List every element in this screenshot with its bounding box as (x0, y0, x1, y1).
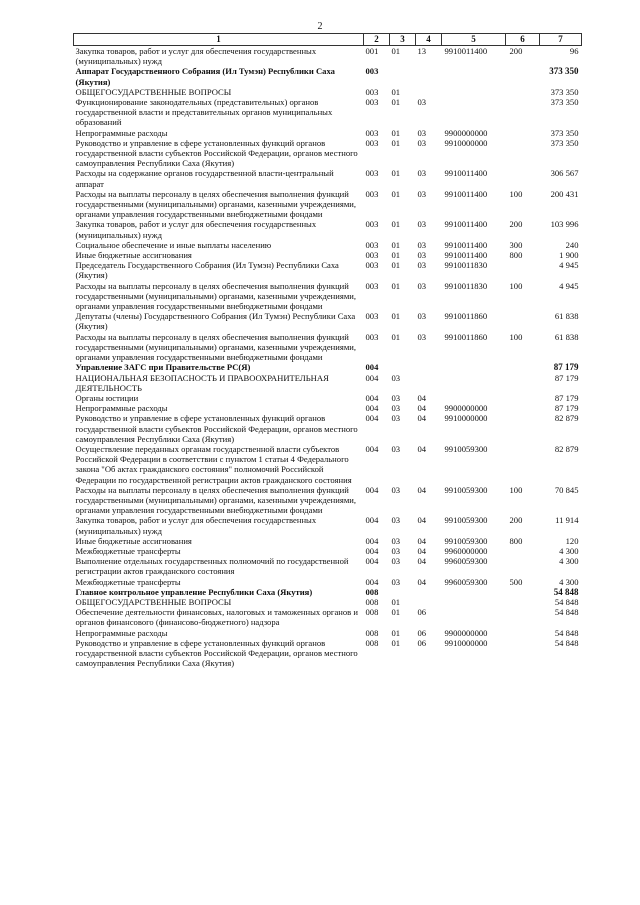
table-row (74, 556, 582, 576)
row-amount: 120 (565, 535, 579, 546)
row-section: 01 (391, 311, 401, 322)
row-target-article: 9900000000 (444, 403, 488, 414)
row-target-article: 9960059300 (444, 576, 488, 587)
header-col-1: 1 (74, 34, 364, 46)
table-row (74, 281, 582, 312)
row-subsection: 04 (417, 556, 427, 567)
table-row (74, 587, 582, 597)
row-amount: 54 848 (554, 637, 579, 648)
row-amount: 4 945 (559, 260, 579, 271)
row-target-article (442, 362, 506, 372)
row-name: Социальное обеспечение и иные выплаты населению (75, 239, 272, 250)
table-row (74, 332, 582, 363)
table-row (74, 311, 582, 331)
row-target-article: 9910059300 (444, 484, 488, 495)
row-chapter: 001 (365, 46, 379, 56)
row-amount: 87 179 (553, 362, 579, 373)
row-subsection: 04 (417, 413, 427, 424)
row-amount: 373 350 (550, 137, 579, 148)
row-expense-type (506, 138, 540, 169)
row-amount: 87 179 (554, 403, 579, 414)
row-subsection: 03 (417, 168, 427, 179)
budget-table (73, 33, 582, 668)
row-expense-type: 300 (509, 239, 523, 250)
table-row (74, 66, 582, 86)
row-expense-type: 100 (509, 280, 523, 291)
row-subsection (416, 87, 442, 97)
table-row (74, 128, 582, 138)
table-row (74, 362, 582, 372)
row-subsection: 04 (417, 392, 427, 403)
row-expense-type: 100 (509, 188, 523, 199)
row-amount: 54 848 (553, 586, 579, 597)
row-name: Депутаты (члены) Государственного Собрания (Ил Тумэн) Республики Саха (Якутия) (75, 311, 356, 332)
row-subsection: 03 (417, 311, 427, 322)
table-row (74, 413, 582, 444)
header-col-3: 3 (390, 34, 416, 46)
table-row (74, 138, 582, 169)
row-amount: 200 431 (550, 188, 579, 199)
row-target-article: 9910059300 (444, 443, 488, 454)
row-subsection: 04 (417, 515, 427, 526)
row-name: Закупка товаров, работ и услуг для обеспечения государственных (муниципальных) нужд (75, 46, 317, 67)
row-expense-type: 100 (509, 331, 523, 342)
row-section: 01 (391, 607, 401, 618)
row-target-article: 9910011400 (444, 239, 488, 250)
table-row (74, 607, 582, 627)
row-expense-type: 200 (509, 219, 523, 230)
row-subsection (416, 373, 442, 393)
row-subsection: 03 (417, 127, 427, 138)
row-chapter: 004 (365, 576, 379, 587)
row-section: 03 (391, 576, 401, 587)
row-chapter: 003 (365, 97, 379, 108)
row-target-article: 9910011400 (444, 168, 488, 179)
row-name: Расходы на выплаты персоналу в целях обеспечения выполнения функций государственными (муниципальными) органами, казенными учреждениями, органами управления государственными внебюджетными фондами (75, 331, 357, 363)
row-chapter: 004 (365, 556, 379, 567)
row-subsection: 13 (417, 46, 427, 56)
row-chapter: 004 (365, 392, 379, 403)
header-col-7: 7 (540, 34, 582, 46)
header-col-5: 5 (442, 34, 506, 46)
row-expense-type (506, 260, 540, 280)
row-name: Расходы на выплаты персоналу в целях обеспечения выполнения функций государственными (муниципальными) органами, казенными учреждениями, органами управления государственными внебюджетными фондами (75, 188, 357, 220)
row-name: Расходы на выплаты персоналу в целях обеспечения выполнения функций государственными (муниципальными) органами, казенными учреждениями, органами управления государственными внебюджетными фондами (75, 280, 357, 312)
row-chapter: 003 (365, 219, 379, 230)
row-subsection: 04 (417, 576, 427, 587)
row-amount: 373 350 (550, 97, 579, 108)
row-amount: 306 567 (550, 168, 579, 179)
row-subsection: 03 (417, 260, 427, 271)
table-header-row (74, 34, 582, 46)
row-subsection: 03 (417, 280, 427, 291)
row-target-article: 9900000000 (444, 127, 488, 138)
row-expense-type (506, 413, 540, 444)
row-chapter: 008 (365, 596, 379, 607)
row-target-article: 9910000000 (444, 137, 488, 148)
row-name: Управление ЗАГС при Правительстве РС(Я) (75, 362, 251, 373)
row-expense-type (506, 556, 540, 576)
row-subsection: 03 (417, 239, 427, 250)
table-row (74, 515, 582, 535)
row-section: 01 (391, 219, 401, 230)
row-expense-type (506, 607, 540, 627)
row-chapter: 004 (365, 403, 379, 414)
row-amount: 4 945 (559, 280, 579, 291)
row-target-article: 9910011830 (444, 280, 488, 291)
row-chapter: 003 (365, 127, 379, 138)
row-chapter: 003 (365, 66, 379, 77)
row-expense-type (506, 362, 540, 372)
row-chapter: 008 (365, 607, 379, 618)
row-target-article: 9910011400 (444, 188, 488, 199)
table-row (74, 219, 582, 239)
row-amount: 54 848 (554, 596, 579, 607)
row-name: Закупка товаров, работ и услуг для обеспечения государственных (муниципальных) нужд (75, 515, 317, 536)
row-section: 01 (391, 86, 401, 97)
row-amount: 373 350 (550, 86, 579, 97)
row-name: Межбюджетные трансферты (75, 576, 181, 587)
row-amount: 54 848 (554, 627, 579, 638)
row-section: 03 (391, 535, 401, 546)
row-name: ОБЩЕГОСУДАРСТВЕННЫЕ ВОПРОСЫ (75, 596, 232, 607)
row-chapter: 003 (365, 250, 379, 261)
row-chapter: 004 (365, 443, 379, 454)
header-col-6: 6 (506, 34, 540, 46)
row-expense-type (506, 66, 540, 86)
row-subsection: 04 (417, 484, 427, 495)
row-name: Руководство и управление в сфере установленных функций органов государственной власти субъектов Российской Федерации, органов местного самоуправления Республики Саха (Якутия) (75, 637, 358, 669)
row-section: 03 (391, 443, 401, 454)
row-chapter: 008 (365, 586, 379, 597)
row-subsection: 06 (417, 637, 427, 648)
row-section: 01 (391, 137, 401, 148)
row-chapter: 004 (365, 515, 379, 526)
table-row (74, 168, 582, 188)
row-target-article: 9960059300 (444, 556, 488, 567)
row-expense-type: 200 (509, 515, 523, 526)
row-target-article (442, 393, 506, 403)
row-chapter: 004 (365, 372, 379, 383)
row-section: 01 (391, 188, 401, 199)
row-expense-type (506, 597, 540, 607)
row-expense-type (506, 87, 540, 97)
row-target-article: 9910011830 (444, 260, 488, 271)
row-section: 01 (391, 596, 401, 607)
row-subsection (416, 362, 442, 372)
table-row (74, 97, 582, 128)
table-row (74, 260, 582, 280)
row-section: 03 (391, 484, 401, 495)
row-target-article (442, 97, 506, 128)
row-subsection: 03 (417, 137, 427, 148)
row-amount: 70 845 (554, 484, 579, 495)
row-name: Непрограммные расходы (75, 403, 168, 414)
row-expense-type (506, 311, 540, 331)
row-expense-type: 800 (509, 535, 523, 546)
row-expense-type: 800 (509, 250, 523, 261)
row-amount: 82 879 (554, 443, 579, 454)
row-target-article (442, 87, 506, 97)
row-amount: 96 (569, 46, 579, 56)
row-target-article: 9910011860 (444, 311, 488, 322)
row-amount: 103 996 (550, 219, 579, 230)
row-amount: 4 300 (559, 545, 579, 556)
row-subsection: 04 (417, 443, 427, 454)
row-section: 01 (391, 637, 401, 648)
row-amount: 4 300 (559, 576, 579, 587)
row-section (390, 587, 416, 597)
row-chapter: 003 (365, 168, 379, 179)
row-chapter: 003 (365, 137, 379, 148)
row-section: 01 (391, 239, 401, 250)
row-amount: 82 879 (554, 413, 579, 424)
row-chapter: 004 (365, 362, 379, 373)
row-name: Расходы на выплаты персоналу в целях обеспечения выполнения функций государственными (муниципальными) органами, казенными учреждениями, органами управления государственными внебюджетными фондами (75, 484, 357, 516)
table-row (74, 638, 582, 669)
table-row (74, 403, 582, 413)
row-subsection: 04 (417, 545, 427, 556)
row-amount: 4 300 (559, 556, 579, 567)
row-name: Обеспечение деятельности финансовых, налоговых и таможенных органов и органов финансового (финансово-бюджетного) надзора (75, 607, 358, 628)
row-amount: 87 179 (554, 372, 579, 383)
row-expense-type (506, 546, 540, 556)
row-expense-type (506, 128, 540, 138)
row-name: Главное контрольное управление Республики Саха (Якутия) (75, 586, 313, 597)
table-row (74, 546, 582, 556)
row-amount: 87 179 (554, 392, 579, 403)
row-section: 03 (391, 545, 401, 556)
row-target-article: 9960000000 (444, 545, 488, 556)
row-expense-type (506, 403, 540, 413)
row-target-article (442, 587, 506, 597)
row-chapter: 003 (365, 188, 379, 199)
table-row (74, 485, 582, 516)
row-name: Руководство и управление в сфере установленных функций органов государственной власти субъектов Российской Федерации, органов местного самоуправления Республики Саха (Якутия) (75, 413, 358, 444)
row-target-article: 9910059300 (444, 515, 488, 526)
row-amount: 373 350 (550, 127, 579, 138)
row-target-article: 9910011400 (444, 219, 488, 230)
row-name: Председатель Государственного Собрания (Ил Тумэн) Республики Саха (Якутия) (75, 260, 339, 281)
row-name: Межбюджетные трансферты (75, 545, 181, 556)
row-subsection (416, 597, 442, 607)
row-expense-type (506, 628, 540, 638)
row-expense-type: 200 (509, 46, 523, 56)
row-name: Руководство и управление в сфере установленных функций органов государственной власти субъектов Российской Федерации, органов местного самоуправления Республики Саха (Якутия) (75, 137, 358, 169)
row-chapter: 004 (365, 484, 379, 495)
row-section: 01 (391, 168, 401, 179)
row-target-article (442, 597, 506, 607)
row-amount: 54 848 (554, 607, 579, 618)
row-name: Иные бюджетные ассигнования (75, 250, 192, 261)
row-target-article: 9910011400 (444, 46, 488, 56)
row-chapter: 003 (365, 260, 379, 271)
row-expense-type: 500 (509, 576, 523, 587)
row-name: Непрограммные расходы (75, 127, 168, 138)
table-row (74, 373, 582, 393)
header-col-4: 4 (416, 34, 442, 46)
row-chapter: 003 (365, 86, 379, 97)
table-row (74, 240, 582, 250)
table-row (74, 577, 582, 587)
row-name: Осуществление переданных органам государственной власти субъектов Российской Федерации в соответствии с пунктом 1 статьи 4 Федерального закона "Об актах гражданского состояния" полномочий Российской Федерации по государственной регистрации актов гражданского состояния (75, 443, 352, 485)
table-row (74, 536, 582, 546)
row-subsection (416, 587, 442, 597)
row-amount: 240 (565, 239, 579, 250)
row-amount: 1 900 (559, 250, 579, 261)
row-section: 01 (391, 97, 401, 108)
row-target-article (442, 607, 506, 627)
row-target-article (442, 66, 506, 86)
row-section: 01 (391, 280, 401, 291)
row-chapter: 003 (365, 331, 379, 342)
row-expense-type (506, 373, 540, 393)
row-section (390, 362, 416, 372)
table-row (74, 189, 582, 220)
row-section: 01 (391, 627, 401, 638)
table-row (74, 597, 582, 607)
row-amount: 11 914 (555, 515, 579, 526)
row-name: Аппарат Государственного Собрания (Ил Тумэн) Республики Саха (Якутия) (75, 66, 335, 87)
row-name: Выполнение отдельных государственных полномочий по государственной регистрации актов гражданского состояния (75, 556, 349, 577)
row-section: 03 (391, 556, 401, 567)
row-subsection: 06 (417, 627, 427, 638)
row-section: 01 (391, 250, 401, 261)
row-name: Непрограммные расходы (75, 627, 168, 638)
row-expense-type (506, 638, 540, 669)
row-subsection: 03 (417, 188, 427, 199)
row-amount: 61 838 (554, 331, 579, 342)
row-subsection: 04 (417, 535, 427, 546)
row-expense-type (506, 587, 540, 597)
row-expense-type: 100 (509, 484, 523, 495)
row-chapter: 008 (365, 627, 379, 638)
row-section: 01 (391, 331, 401, 342)
row-expense-type (506, 168, 540, 188)
row-name: ОБЩЕГОСУДАРСТВЕННЫЕ ВОПРОСЫ (75, 86, 232, 97)
row-expense-type (506, 97, 540, 128)
row-name: Иные бюджетные ассигнования (75, 535, 192, 546)
row-target-article: 9900000000 (444, 627, 488, 638)
row-target-article: 9910059300 (444, 535, 488, 546)
row-chapter: 004 (365, 545, 379, 556)
row-section: 03 (391, 413, 401, 424)
row-section: 03 (391, 515, 401, 526)
row-chapter: 004 (365, 413, 379, 424)
row-subsection: 03 (417, 219, 427, 230)
row-subsection: 06 (417, 607, 427, 618)
row-chapter: 003 (365, 239, 379, 250)
row-name: Органы юстиции (75, 392, 139, 403)
row-section (390, 66, 416, 86)
row-subsection: 03 (417, 97, 427, 108)
row-section: 03 (391, 372, 401, 383)
table-row (74, 250, 582, 260)
table-row (74, 393, 582, 403)
row-target-article: 9910000000 (444, 637, 488, 648)
row-expense-type (506, 444, 540, 485)
row-target-article: 9910011860 (444, 331, 488, 342)
row-subsection (416, 66, 442, 86)
table-row (74, 87, 582, 97)
row-name: Функционирование законодательных (представительных) органов государственной власти и представительных органов муниципальных образований (75, 97, 333, 128)
row-name: НАЦИОНАЛЬНАЯ БЕЗОПАСНОСТЬ И ПРАВООХРАНИТЕЛЬНАЯ ДЕЯТЕЛЬНОСТЬ (75, 372, 329, 393)
row-section: 01 (391, 127, 401, 138)
row-section: 03 (391, 392, 401, 403)
page-number: 2 (317, 21, 323, 32)
row-chapter: 008 (365, 637, 379, 648)
row-section: 01 (391, 260, 401, 271)
row-target-article: 9910011400 (444, 250, 488, 261)
row-name: Закупка товаров, работ и услуг для обеспечения государственных (муниципальных) нужд (75, 219, 317, 240)
row-amount: 373 350 (549, 66, 579, 77)
row-expense-type (506, 393, 540, 403)
table-row (74, 628, 582, 638)
row-subsection: 04 (417, 403, 427, 414)
row-target-article: 9910000000 (444, 413, 488, 424)
row-section: 01 (391, 46, 401, 56)
row-name: Расходы на содержание органов государственной власти-центральный аппарат (75, 168, 334, 189)
table-body (74, 46, 582, 669)
row-subsection: 03 (417, 250, 427, 261)
table-row (74, 46, 582, 67)
row-chapter: 003 (365, 280, 379, 291)
row-subsection: 03 (417, 331, 427, 342)
row-target-article (442, 373, 506, 393)
header-col-2: 2 (364, 34, 390, 46)
table-row (74, 444, 582, 485)
row-chapter: 004 (365, 535, 379, 546)
row-section: 03 (391, 403, 401, 414)
row-chapter: 003 (365, 311, 379, 322)
row-amount: 61 838 (554, 311, 579, 322)
